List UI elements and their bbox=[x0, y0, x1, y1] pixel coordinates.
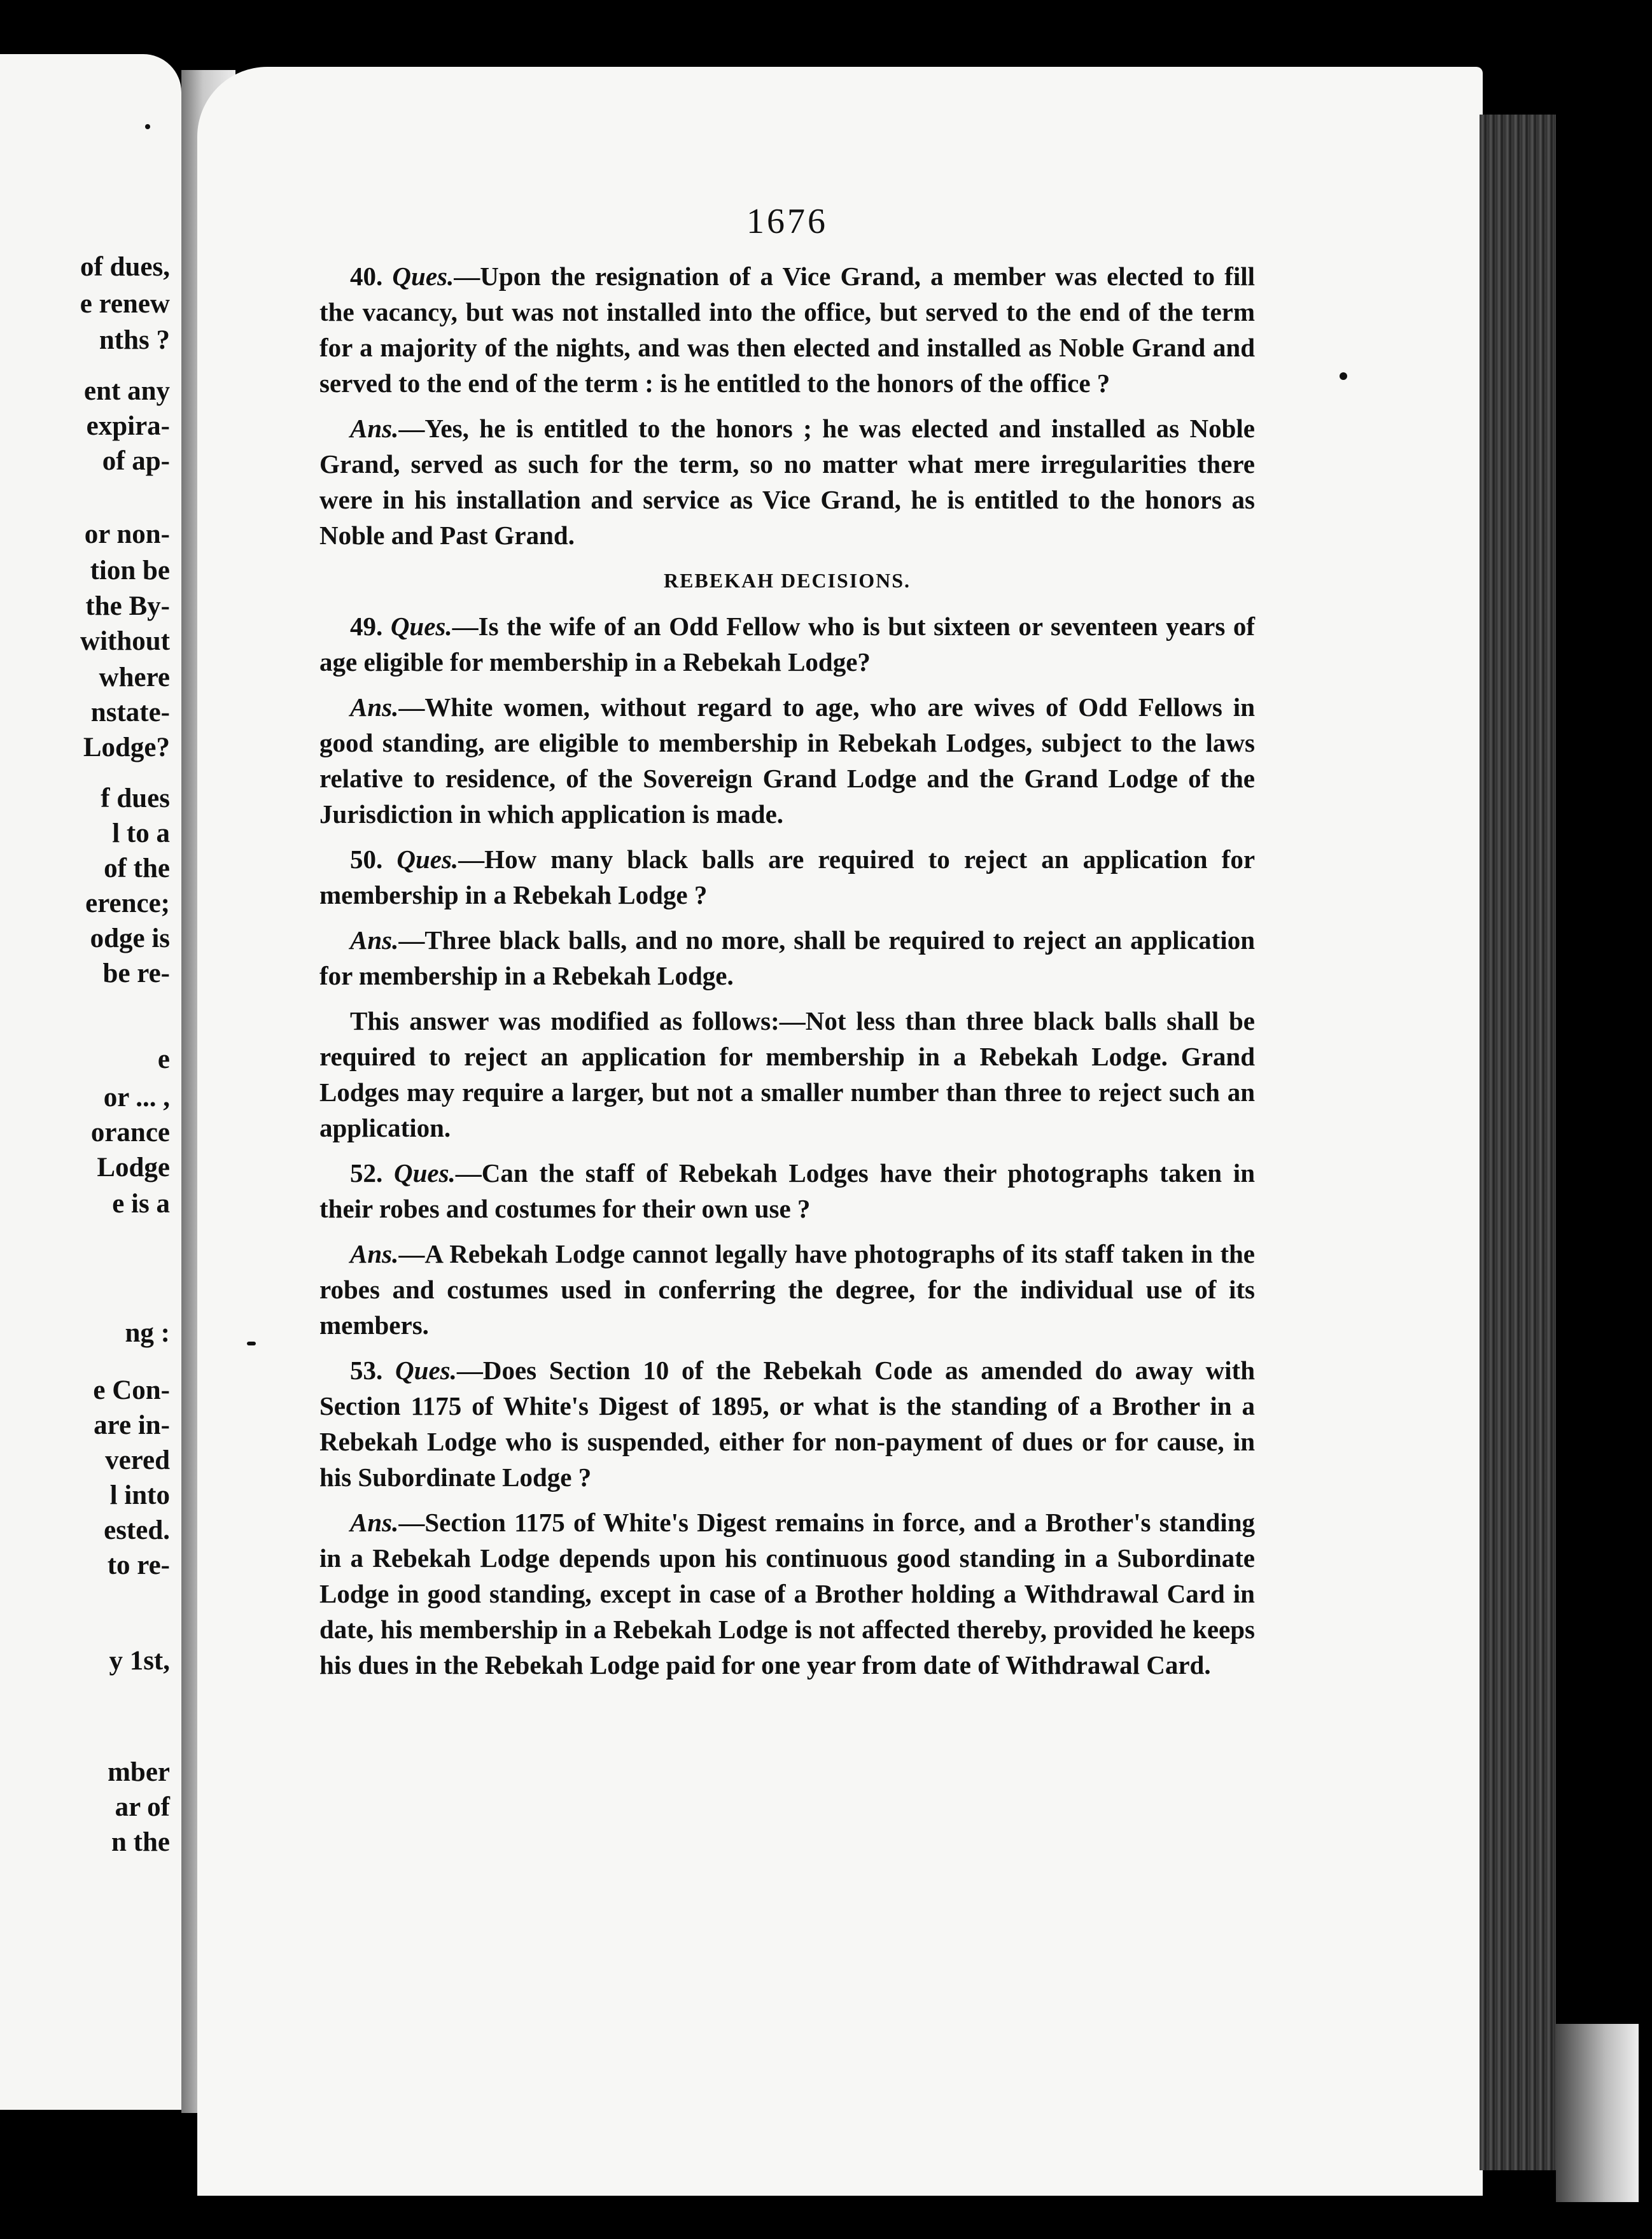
question-number: 50. bbox=[350, 845, 383, 874]
answer-label: Ans. bbox=[350, 925, 399, 955]
left-page-line: orance bbox=[90, 1118, 170, 1148]
question-label: Ques. bbox=[390, 612, 452, 641]
answer-paragraph bbox=[319, 1236, 1255, 1343]
answer-label: Ans. bbox=[350, 1508, 399, 1537]
paragraph-text: —Is the wife of an Odd Fellow who is but sixteen or seventeen years of age eligible for membership in a Rebekah Lodge? bbox=[319, 612, 1256, 677]
paragraph-text: —Section 1175 of White's Digest remains in force, and a Brother's standing in a Rebekah Lodge depends upon his continuous good standing in a Subordinate Lodge in good standing, except in case of a Brother holding a Withdrawal Card in date, his membership in a Rebekah Lodge is not affected thereby, provided he keeps his dues in the Rebekah Lodge paid for one year from date of Withdrawal Card. bbox=[319, 1508, 1255, 1680]
page-text bbox=[319, 204, 1255, 1692]
question-label: Ques. bbox=[396, 845, 459, 874]
ink-speck bbox=[247, 1342, 256, 1345]
left-page-line: tion be bbox=[90, 556, 170, 586]
ink-speck bbox=[145, 124, 150, 129]
left-page-line: ng : bbox=[125, 1318, 170, 1348]
left-page-line: are in- bbox=[94, 1410, 170, 1440]
answer-paragraph bbox=[319, 922, 1255, 993]
left-page-line: e bbox=[157, 1044, 170, 1074]
question-number: 40. bbox=[350, 262, 383, 291]
page-edges-bottom bbox=[1556, 2024, 1639, 2202]
left-page-line: f dues bbox=[101, 783, 170, 813]
paragraph-text: —White women, without regard to age, who are wives of Odd Fellows in good standing, are eligible to membership in Rebekah Lodges, subject to the laws relative to residence, of the Sovereign Grand Lodge and the Grand Lodge of the Jurisdiction in which application is made. bbox=[319, 692, 1255, 829]
paragraph-text: —Upon the resignation of a Vice Grand, a member was elected to fill the vacancy, but was not installed into the office, but served to the end of the term for a majority of the nights, and was then elected and installed as Noble Grand and served to the end of the term : is he entitled to the honors of the office ? bbox=[319, 262, 1255, 398]
answer-label: Ans. bbox=[350, 414, 399, 443]
left-page-line: ar of bbox=[115, 1792, 170, 1822]
left-page-line: e renew bbox=[80, 289, 170, 319]
answer-paragraph bbox=[319, 411, 1255, 553]
paragraph-text: —Can the staff of Rebekah Lodges have their photographs taken in their robes and costumes for their own use ? bbox=[319, 1158, 1255, 1223]
left-page-line: n the bbox=[111, 1827, 170, 1857]
paragraph-text: —A Rebekah Lodge cannot legally have photographs of its staff taken in the robes and costumes used in conferring the degree, for the individual use of its members. bbox=[319, 1239, 1255, 1340]
question-paragraph bbox=[319, 1352, 1255, 1495]
paragraph-text: —Three black balls, and no more, shall be required to reject an application for membership in a Rebekah Lodge. bbox=[319, 925, 1255, 990]
left-page-line: without bbox=[80, 626, 170, 656]
left-page-fragment bbox=[0, 54, 181, 2110]
left-page-line: Lodge bbox=[97, 1153, 170, 1183]
question-label: Ques. bbox=[393, 1158, 456, 1188]
question-number: 49. bbox=[350, 612, 383, 641]
page-number: 1676 bbox=[746, 202, 828, 241]
left-page-line: or ... , bbox=[103, 1083, 170, 1112]
question-paragraph bbox=[319, 258, 1255, 401]
left-page-line: where bbox=[99, 663, 170, 692]
question-number: 52. bbox=[350, 1158, 383, 1188]
left-page-line: the By- bbox=[85, 591, 170, 621]
answer-label: Ans. bbox=[350, 692, 399, 722]
section-heading: REBEKAH DECISIONS. bbox=[663, 569, 911, 592]
left-page-line: odge is bbox=[90, 923, 170, 953]
left-page-line: y 1st, bbox=[109, 1646, 170, 1676]
ink-speck bbox=[1340, 372, 1347, 380]
left-page-line: l to a bbox=[112, 818, 170, 848]
left-page-line: of the bbox=[104, 853, 170, 883]
question-label: Ques. bbox=[395, 1356, 457, 1385]
left-page-line: ested. bbox=[104, 1515, 170, 1545]
left-page-line: Lodge? bbox=[83, 733, 170, 762]
left-page-line: to re- bbox=[107, 1550, 170, 1580]
question-number: 53. bbox=[350, 1356, 383, 1385]
left-page-line: mber bbox=[108, 1757, 170, 1787]
question-paragraph bbox=[319, 841, 1255, 913]
left-page-line: erence; bbox=[85, 888, 170, 918]
left-page-line: of dues, bbox=[80, 252, 170, 282]
note-paragraph bbox=[319, 1003, 1255, 1146]
left-page-line: vered bbox=[105, 1445, 170, 1475]
left-page-line: e is a bbox=[112, 1189, 170, 1219]
left-page-line: be re- bbox=[102, 958, 170, 988]
left-page-line: l into bbox=[109, 1480, 170, 1510]
answer-paragraph bbox=[319, 689, 1255, 832]
answer-paragraph bbox=[319, 1505, 1255, 1683]
answer-label: Ans. bbox=[350, 1239, 399, 1268]
paragraph-text: —Yes, he is entitled to the honors ; he was elected and installed as Noble Grand, served as such for the term, so no matter what mere irregularities there were in his installation and service as Vice Grand, he is entitled to the honors as Noble and Past Grand. bbox=[319, 414, 1255, 550]
left-page-line: expira- bbox=[86, 411, 170, 441]
question-paragraph bbox=[319, 608, 1255, 680]
left-page-line: nths ? bbox=[99, 325, 170, 355]
question-paragraph bbox=[319, 1155, 1255, 1226]
paragraph-text: —How many black balls are required to reject an application for membership in a Rebekah Lodge ? bbox=[319, 845, 1256, 909]
left-page-line: nstate- bbox=[90, 698, 170, 727]
left-page-line: or non- bbox=[84, 519, 170, 549]
question-label: Ques. bbox=[392, 262, 454, 291]
left-page-line: ent any bbox=[84, 376, 170, 406]
page-edges bbox=[1480, 115, 1556, 2170]
left-page-line: of ap- bbox=[102, 446, 170, 476]
left-page-line: e Con- bbox=[93, 1375, 170, 1405]
paragraph-text: This answer was modified as follows:—Not less than three black balls shall be required to reject an application for membership in a Rebekah Lodge. Grand Lodges may require a larger, but not a smaller number than three to reject such an application. bbox=[319, 1006, 1255, 1142]
paragraph-text: —Does Section 10 of the Rebekah Code as amended do away with Section 1175 of White's Digest of 1895, or what is the standing of a Brother in a Rebekah Lodge who is suspended, either for non-payment of dues or for cause, in his Subordinate Lodge ? bbox=[319, 1356, 1255, 1492]
